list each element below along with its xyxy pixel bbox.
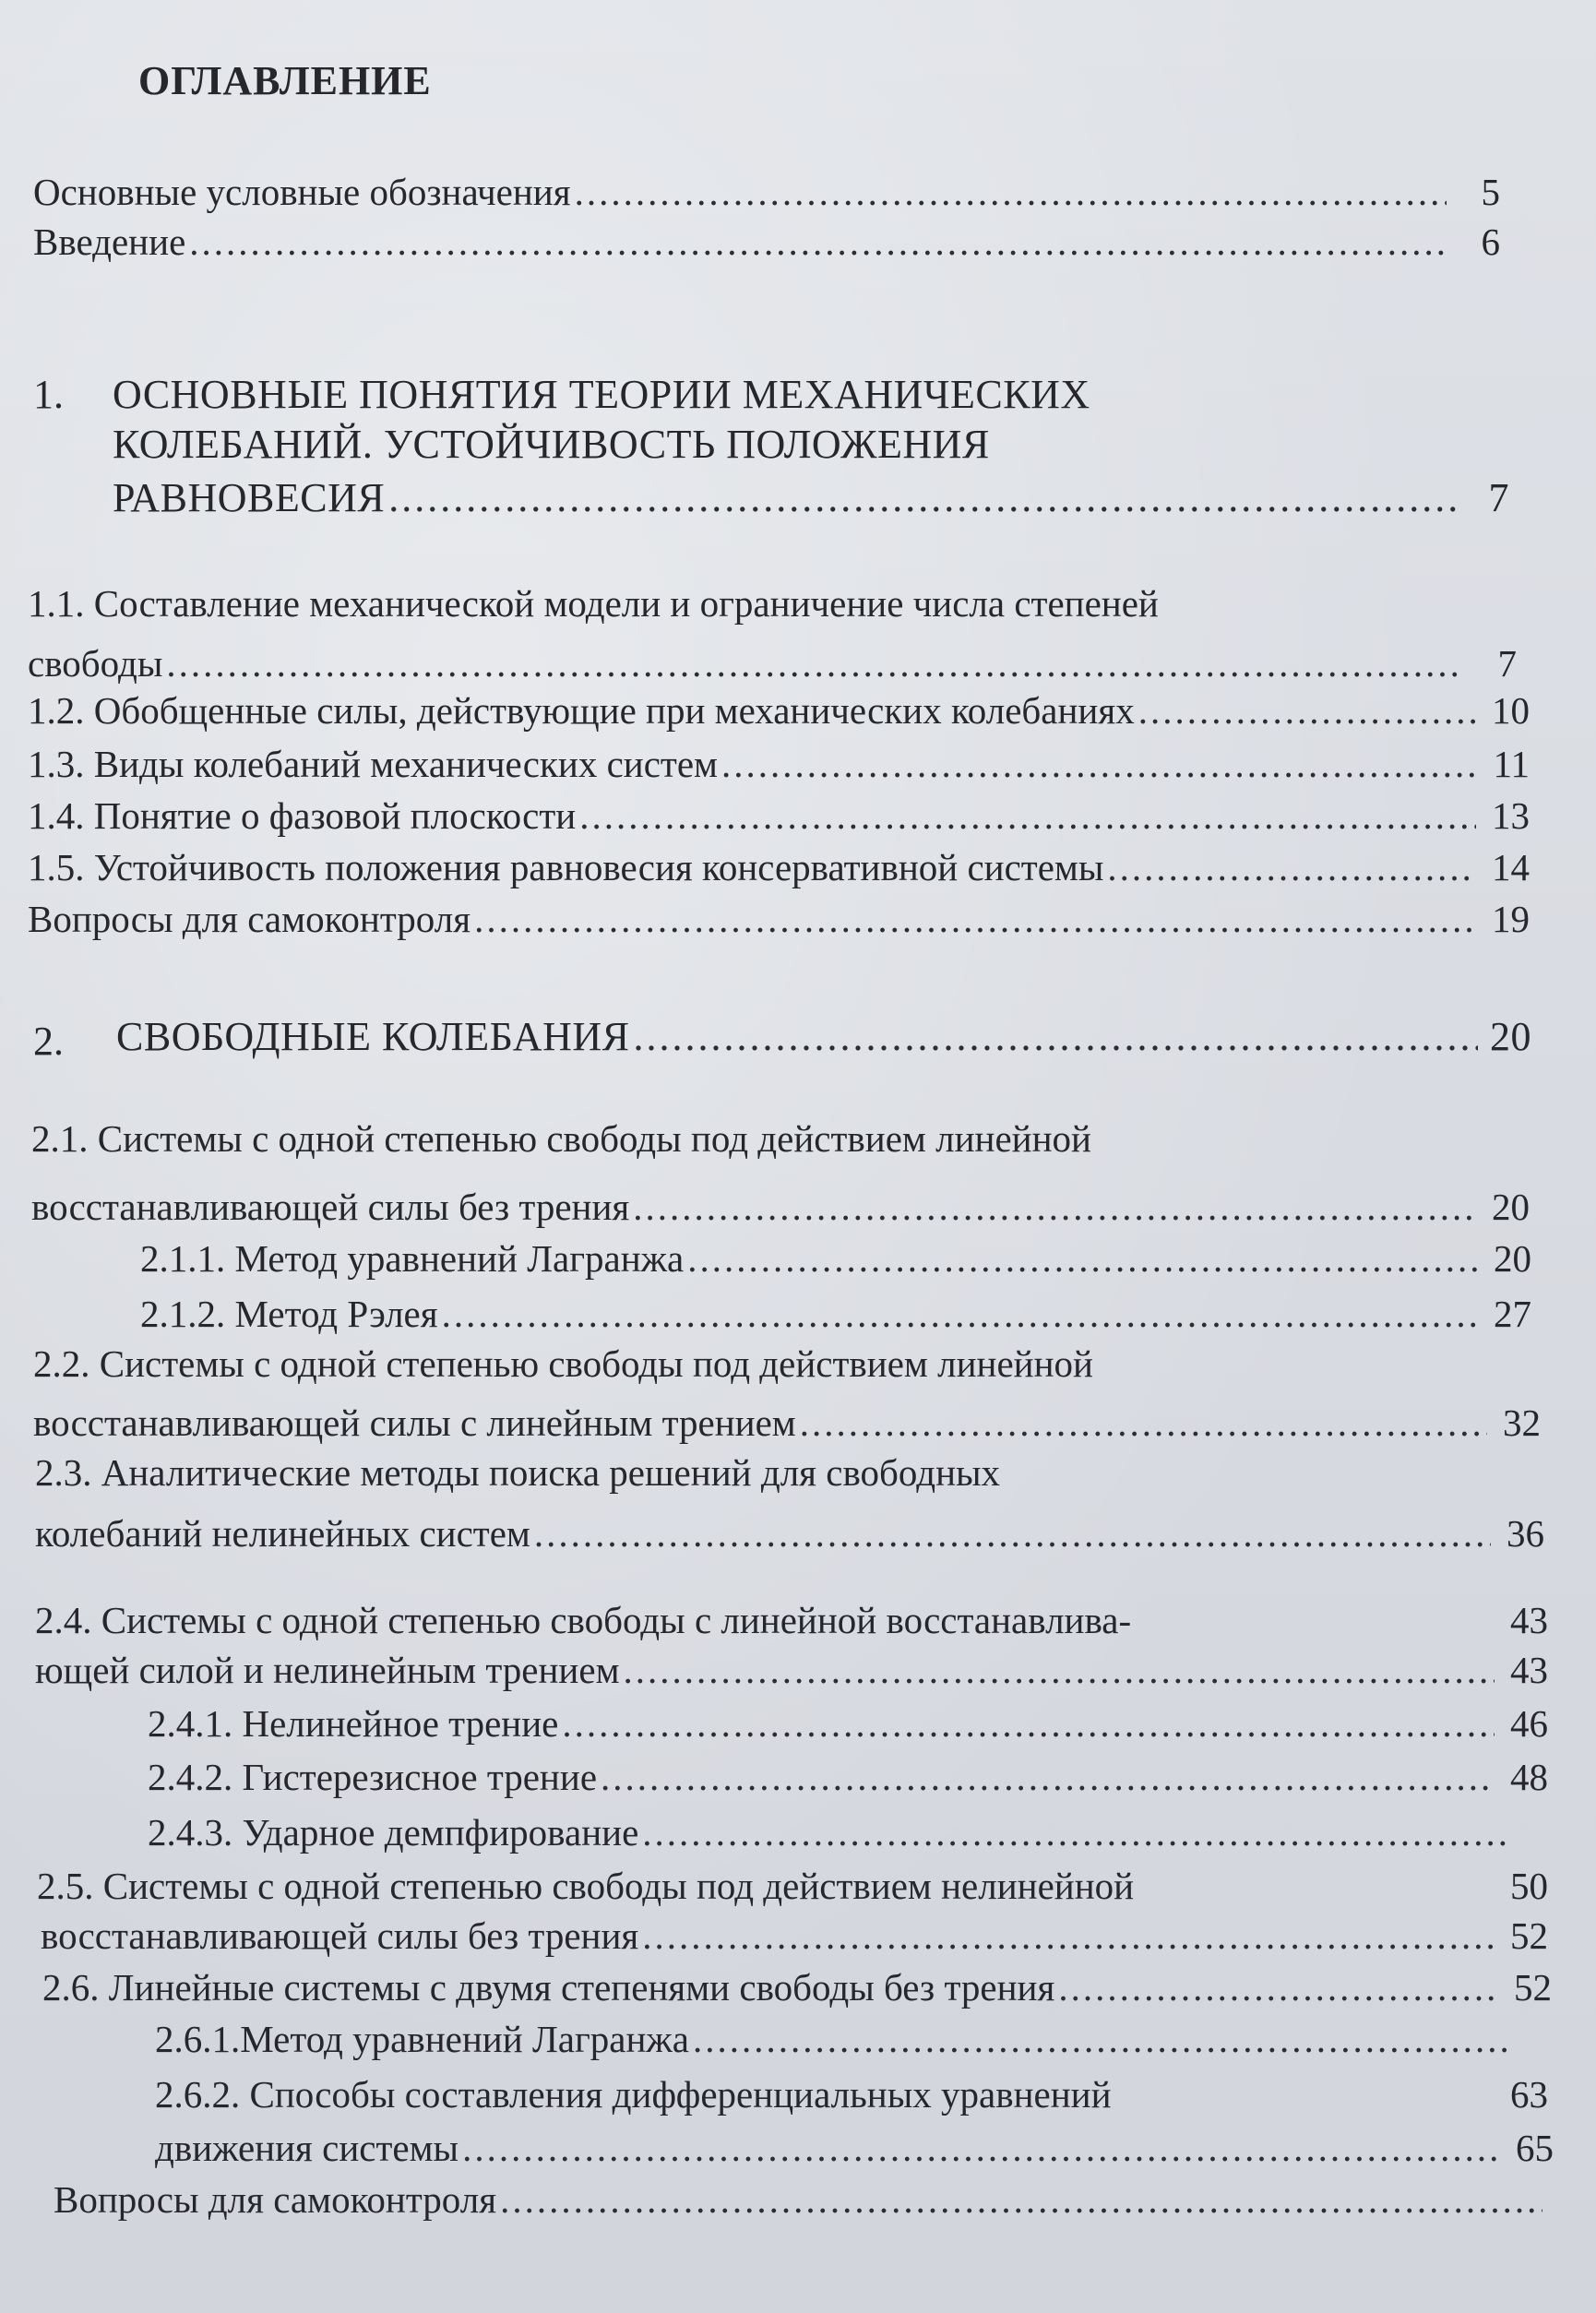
chapter-1-title-line-1[interactable]: ОСНОВНЫЕ ПОНЯТИЯ ТЕОРИИ МЕХАНИЧЕСКИХ <box>113 372 1090 417</box>
toc-entry-label: 2.1.2. Метод Рэлея <box>140 1293 438 1335</box>
toc-entry-label: 1.4. Понятие о фазовой плоскости <box>28 794 577 837</box>
toc-page-number: 20 <box>1490 1014 1531 1059</box>
toc-entry-label: 2.5. Системы с одной степенью свободы под действием нелинейной <box>37 1865 1135 1907</box>
toc-page-number: 13 <box>1492 794 1530 837</box>
toc-entry-label: 2.6.1.Метод уравнений Лагранжа <box>155 2018 689 2060</box>
toc-page-number: 46 <box>1510 1702 1548 1745</box>
toc-page-number: 10 <box>1492 689 1530 732</box>
toc-entry-2-4[interactable] <box>35 1646 1548 1694</box>
toc-page-number: 7 <box>1488 475 1509 520</box>
toc-entry-2-5[interactable] <box>41 1912 1548 1960</box>
toc-entry-2-3-line-1[interactable]: 2.3. Аналитические методы поиска решений для свободных <box>35 1451 1001 1494</box>
dot-leader <box>800 1399 1487 1447</box>
dot-leader <box>1138 686 1476 734</box>
chapter-2-number: 2. <box>33 1019 64 1064</box>
toc-entry-label: Вопросы для самоконтроля <box>54 2178 497 2221</box>
dot-leader <box>562 1699 1495 1747</box>
toc-entry-2-2-line-1[interactable]: 2.2. Системы с одной степенью свободы под действием линейной <box>33 1342 1093 1385</box>
toc-page-number: 50 <box>1510 1865 1548 1907</box>
toc-entry-1-2[interactable] <box>28 686 1530 734</box>
toc-entry-questions-1[interactable] <box>28 895 1530 943</box>
toc-entry-2-4-line-1[interactable] <box>35 1596 1548 1644</box>
dot-leader <box>442 1290 1478 1338</box>
toc-entry-2-1-line-1[interactable]: 2.1. Системы с одной степенью свободы под действием линейной <box>31 1117 1091 1160</box>
toc-entry-label: 2.4.2. Гистерезисное трение <box>148 1756 598 1798</box>
toc-entry-2-6-2-line-1[interactable] <box>155 2070 1548 2118</box>
toc-page-number: 43 <box>1510 1599 1548 1641</box>
toc-entry-notation[interactable] <box>33 168 1500 216</box>
toc-page-number: 6 <box>1481 221 1500 263</box>
toc-entry-label: ющей силой и нелинейным трением <box>35 1649 620 1691</box>
toc-entry-chapter-1[interactable] <box>113 474 1509 522</box>
dot-leader <box>189 218 1447 266</box>
chapter-1-number: 1. <box>33 372 64 417</box>
dot-leader <box>462 2124 1500 2172</box>
toc-entry-label: Вопросы для самоконтроля <box>28 898 471 940</box>
toc-entry-label: 1.3. Виды колебаний механических систем <box>28 743 718 785</box>
dot-leader <box>687 1234 1478 1282</box>
toc-entry-introduction[interactable] <box>33 218 1500 266</box>
toc-entry-label: восстанавливающей силы с линейным трением <box>33 1401 796 1444</box>
toc-page-number: 65 <box>1516 2127 1554 2169</box>
toc-entry-label: СВОБОДНЫЕ КОЛЕБАНИЯ <box>116 1014 630 1059</box>
toc-page-number: 36 <box>1507 1512 1544 1555</box>
toc-entry-2-4-1[interactable] <box>148 1699 1548 1747</box>
dot-leader <box>1058 1963 1498 2011</box>
toc-entry-label: движения системы <box>155 2127 459 2169</box>
toc-page-number: 63 <box>1510 2073 1548 2116</box>
toc-entry-1-5[interactable] <box>28 843 1530 891</box>
dot-leader <box>624 1646 1495 1694</box>
toc-entry-label: восстанавливающей силы без трения <box>41 1914 639 1957</box>
toc-entry-2-3[interactable] <box>35 1509 1544 1557</box>
dot-leader <box>642 1912 1495 1960</box>
toc-entry-label: колебаний нелинейных систем <box>35 1512 530 1555</box>
toc-entry-label: 1.5. Устойчивость положения равновесия консервативной системы <box>28 846 1104 888</box>
toc-entry-label: 2.6.2. Способы составления дифференциальных уравнений <box>155 2073 1112 2116</box>
toc-entry-label: восстанавливающей силы без трения <box>31 1186 630 1228</box>
toc-entry-2-1[interactable] <box>31 1183 1530 1231</box>
toc-entry-2-1-1[interactable] <box>140 1234 1531 1282</box>
toc-entry-1-4[interactable] <box>28 792 1530 840</box>
toc-entry-label: Введение <box>33 221 186 263</box>
dot-leader <box>388 474 1456 522</box>
dot-leader <box>633 1013 1478 1061</box>
toc-entry-label: 2.1.1. Метод уравнений Лагранжа <box>140 1237 685 1280</box>
dot-leader <box>721 740 1476 788</box>
dot-leader <box>642 1808 1506 1856</box>
toc-page-number: 48 <box>1510 1756 1548 1798</box>
toc-entry-2-5-line-1[interactable] <box>37 1862 1548 1910</box>
toc-entry-1-1-line-1[interactable]: 1.1. Составление механической модели и ограничение числа степеней <box>28 582 1159 625</box>
dot-leader <box>693 2015 1511 2063</box>
toc-entry-2-6[interactable] <box>42 1963 1552 2011</box>
toc-page-number: 52 <box>1510 1914 1548 1957</box>
dot-leader <box>575 168 1447 216</box>
toc-page-number: 14 <box>1492 846 1530 888</box>
toc-entry-questions-2[interactable] <box>54 2176 1548 2224</box>
toc-page-number: 43 <box>1510 1649 1548 1691</box>
toc-entry-label: 1.2. Обобщенные силы, действующие при механических колебаниях <box>28 689 1135 732</box>
dot-leader <box>601 1753 1495 1801</box>
toc-entry-label: 2.4.3. Ударное демпфирование <box>148 1811 639 1854</box>
dot-leader <box>500 2176 1542 2224</box>
toc-page-number: 19 <box>1492 898 1530 940</box>
toc-page-number: 11 <box>1493 743 1530 785</box>
dot-leader <box>633 1183 1476 1231</box>
toc-entry-2-6-1[interactable] <box>155 2015 1517 2063</box>
toc-page-number: 20 <box>1494 1237 1531 1280</box>
toc-entry-2-2[interactable] <box>33 1399 1541 1447</box>
toc-page-number: 52 <box>1514 1966 1552 2009</box>
toc-entry-1-1[interactable] <box>28 639 1517 687</box>
toc-entry-2-4-2[interactable] <box>148 1753 1548 1801</box>
toc-title: ОГЛАВЛЕНИЕ <box>138 58 432 103</box>
dot-leader <box>166 639 1463 687</box>
toc-entry-label: РАВНОВЕСИЯ <box>113 475 386 520</box>
toc-entry-2-6-2[interactable] <box>155 2124 1554 2172</box>
toc-entry-1-3[interactable] <box>28 740 1530 788</box>
toc-entry-label: 2.4. Системы с одной степенью свободы с линейной восстанавлива- <box>35 1599 1132 1641</box>
toc-entry-label: свободы <box>28 642 163 685</box>
toc-page-number: 32 <box>1503 1401 1541 1444</box>
toc-entry-label: Основные условные обозначения <box>33 171 571 213</box>
dot-leader <box>1107 843 1476 891</box>
toc-entry-label: 2.4.1. Нелинейное трение <box>148 1702 559 1745</box>
toc-page-number: 20 <box>1492 1186 1530 1228</box>
toc-entry-label: 2.6. Линейные системы с двумя степенями свободы без трения <box>42 1966 1055 2009</box>
toc-page-number: 7 <box>1497 642 1517 685</box>
toc-page-number: 5 <box>1481 171 1500 213</box>
toc-entry-2-4-3[interactable] <box>148 1808 1511 1856</box>
toc-entry-2-1-2[interactable] <box>140 1290 1531 1338</box>
toc-entry-chapter-2[interactable] <box>116 1013 1531 1061</box>
chapter-1-title-line-2[interactable]: КОЛЕБАНИЙ. УСТОЙЧИВОСТЬ ПОЛОЖЕНИЯ <box>113 422 990 467</box>
dot-leader <box>534 1509 1491 1557</box>
toc-page-number: 27 <box>1494 1293 1531 1335</box>
dot-leader <box>579 792 1476 840</box>
dot-leader <box>474 895 1476 943</box>
